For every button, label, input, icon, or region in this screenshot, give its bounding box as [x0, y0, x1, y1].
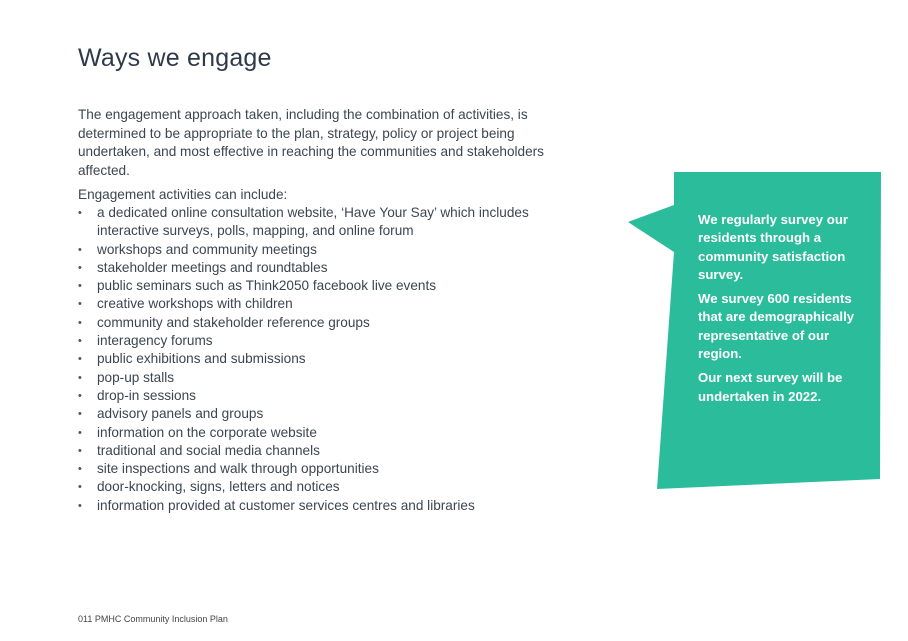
list-item: [78, 350, 578, 368]
list-item-text: interagency forums: [97, 333, 213, 349]
list-item-text: a dedicated online consultation website, ‘Have Your Say’ which includes interactive surveys, polls, mapping, and online forum: [97, 205, 529, 239]
bullet-icon: •: [78, 371, 82, 384]
bullet-icon: •: [78, 207, 82, 219]
bullet-icon: •: [78, 353, 82, 366]
list-item-text: pop-up stalls: [97, 369, 175, 385]
list-item: [78, 204, 578, 241]
callout-text: [698, 211, 858, 412]
list-item-text: traditional and social media channels: [97, 442, 320, 458]
list-item: [78, 314, 578, 332]
bullet-icon: •: [78, 463, 82, 476]
list-item-text: public exhibitions and submissions: [97, 351, 306, 367]
list-item-text: information on the corporate website: [97, 424, 317, 440]
list-item-text: creative workshops with children: [97, 296, 293, 312]
list-item-text: public seminars such as Think2050 facebook live events: [97, 278, 437, 294]
list-item: [78, 424, 578, 442]
page-title: Ways we engage: [78, 44, 272, 72]
list-item: [78, 478, 578, 496]
bullet-icon: •: [78, 243, 82, 256]
page-footer: 011 PMHC Community Inclusion Plan: [78, 614, 228, 624]
list-item: [78, 497, 578, 515]
list-item: [78, 369, 578, 387]
list-item: [78, 332, 578, 350]
bullet-icon: •: [78, 298, 82, 311]
bullet-icon: •: [78, 261, 82, 274]
callout-paragraph: We regularly survey our residents through a community satisfaction survey.: [698, 212, 849, 282]
list-item-text: stakeholder meetings and roundtables: [97, 259, 328, 275]
bullet-icon: •: [78, 408, 82, 421]
activities-lead: Engagement activities can include:: [78, 187, 288, 202]
activities-list: [78, 204, 578, 515]
callout-paragraph: We survey 600 residents that are demographically representative of our region.: [698, 291, 855, 362]
list-item: [78, 460, 578, 478]
list-item: [78, 259, 578, 277]
bullet-icon: •: [78, 280, 82, 293]
bullet-icon: •: [78, 481, 82, 494]
list-item-text: drop-in sessions: [97, 387, 196, 403]
intro-paragraph: The engagement approach taken, including the combination of activities, is determined to be appropriate to the plan, strategy, policy or project being undertaken, and most effective in reaching the communities and stakeholders affected.: [78, 107, 544, 178]
bullet-icon: •: [78, 316, 82, 329]
list-item: [78, 241, 578, 259]
list-item-text: site inspections and walk through opportunities: [97, 461, 379, 477]
list-item: [78, 442, 578, 460]
list-item: [78, 387, 578, 405]
list-item-text: workshops and community meetings: [97, 241, 317, 257]
bullet-icon: •: [78, 335, 82, 348]
list-item: [78, 277, 578, 295]
bullet-icon: •: [78, 499, 82, 512]
list-item-text: information provided at customer services centres and libraries: [97, 497, 475, 513]
bullet-icon: •: [78, 444, 82, 457]
list-item-text: door-knocking, signs, letters and notices: [97, 479, 340, 495]
bullet-icon: •: [78, 389, 82, 402]
callout-paragraph: Our next survey will be undertaken in 2022.: [698, 370, 843, 404]
bullet-icon: •: [78, 426, 82, 439]
list-item: [78, 295, 578, 313]
list-item: [78, 405, 578, 423]
list-item-text: community and stakeholder reference groups: [97, 314, 370, 330]
list-item-text: advisory panels and groups: [97, 406, 264, 422]
